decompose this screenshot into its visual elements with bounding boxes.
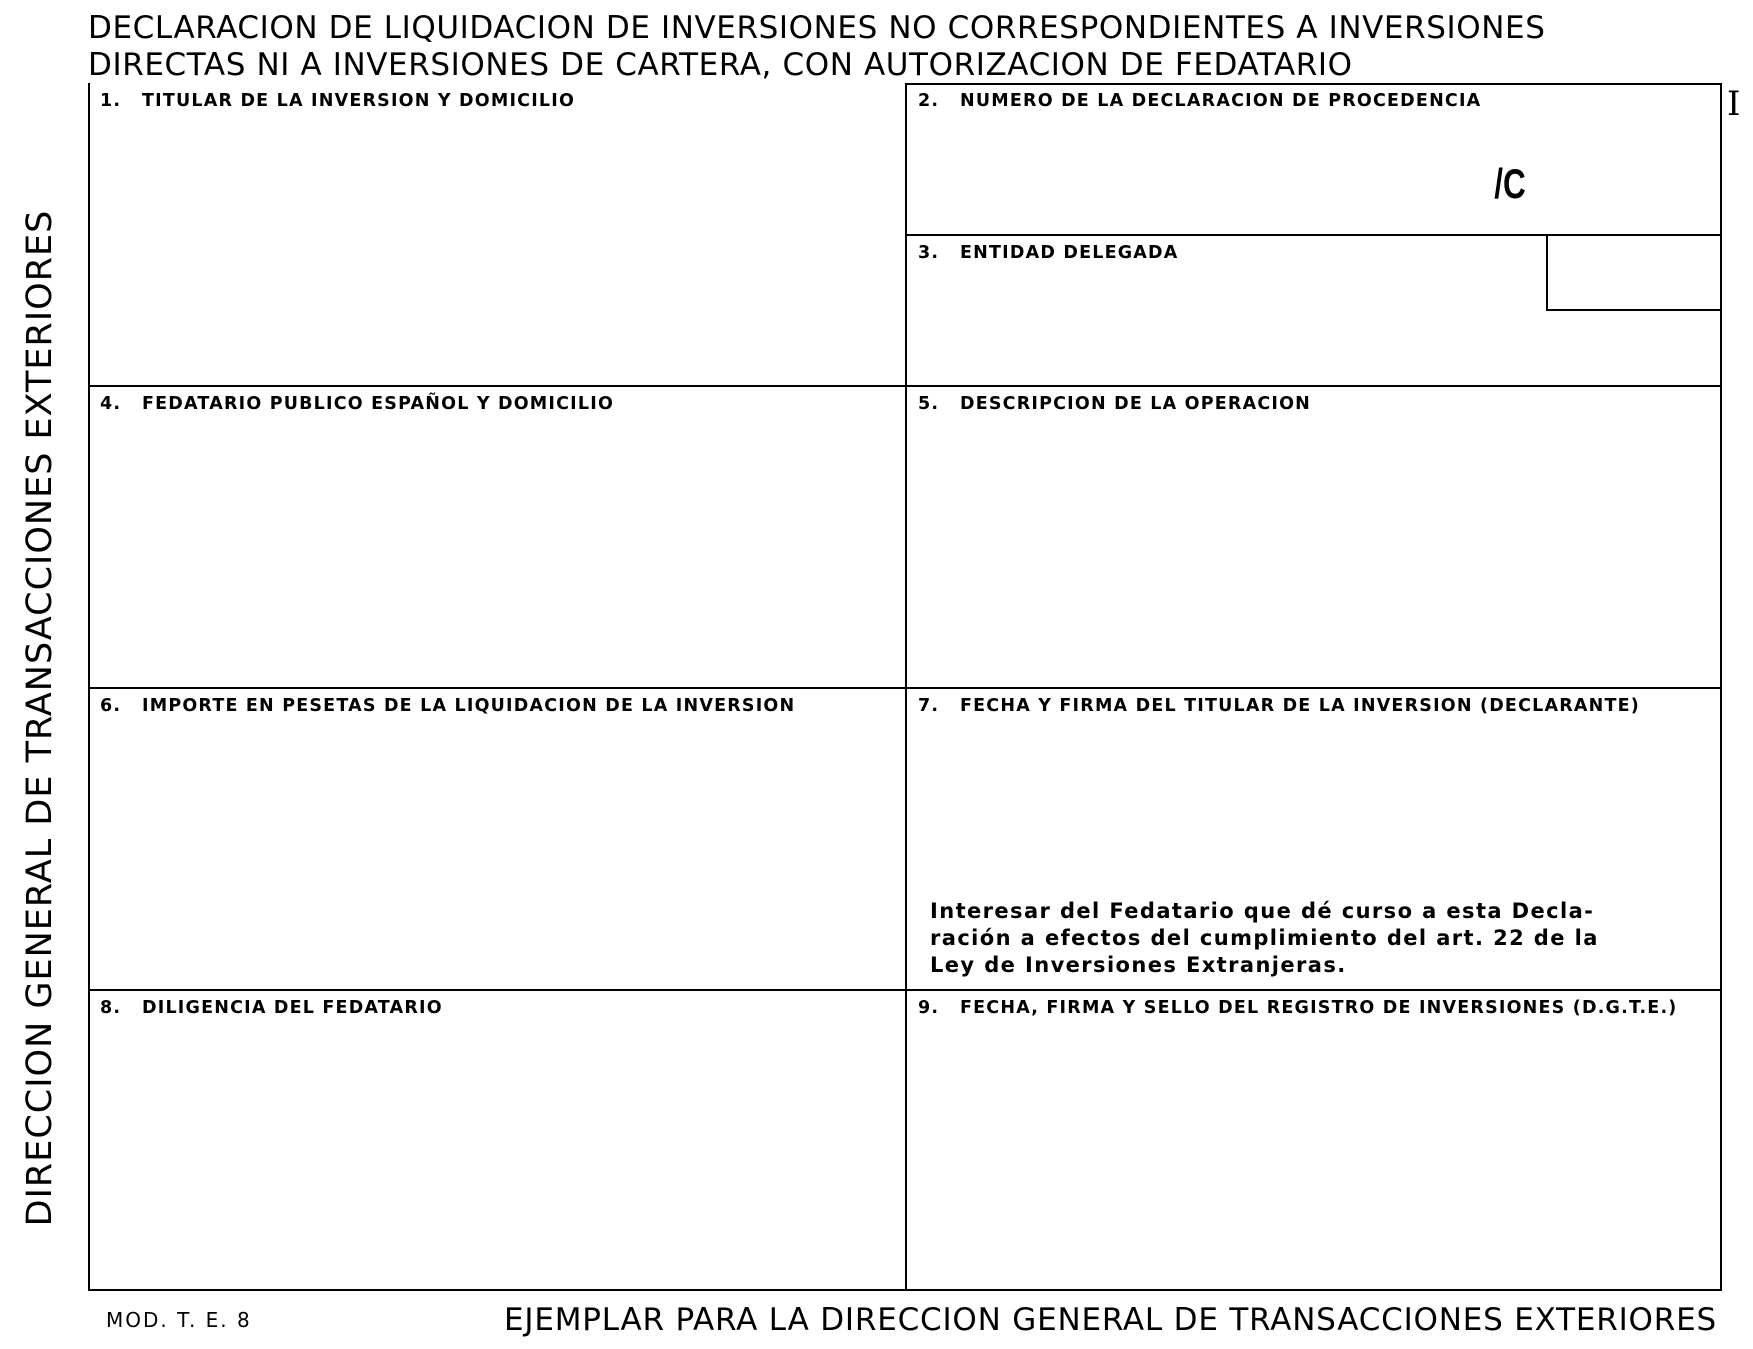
field-4-text: FEDATARIO PUBLICO ESPAÑOL Y DOMICILIO [142, 394, 615, 414]
fedatario-notice [930, 898, 1670, 979]
declaration-suffix: /C [1494, 160, 1526, 207]
field-4-label [100, 394, 614, 414]
field-6-number: 6. [100, 696, 122, 716]
field-1-titular[interactable] [88, 83, 906, 386]
field-5-descripcion[interactable] [906, 386, 1722, 688]
field-3-label [918, 243, 1179, 263]
field-8-number: 8. [100, 998, 122, 1018]
notice-line-2: ración a efectos del cumplimiento del art. 22 de la [930, 926, 1599, 950]
field-3-text: ENTIDAD DELEGADA [960, 243, 1179, 263]
side-label-text: DIRECCION GENERAL DE TRANSACCIONES EXTERIORES [20, 209, 60, 1227]
field-8-text: DILIGENCIA DEL FEDATARIO [142, 998, 443, 1018]
notice-line-3: Ley de Inversiones Extranjeras. [930, 953, 1347, 977]
field-9-number: 9. [918, 998, 940, 1018]
side-label [10, 193, 70, 1243]
field-2-number: 2. [918, 91, 940, 111]
form-code: MOD. T. E. 8 [106, 1308, 252, 1332]
field-7-label [918, 696, 1640, 716]
field-7-text: FECHA Y FIRMA DEL TITULAR DE LA INVERSION (DECLARANTE) [960, 696, 1640, 716]
form-title [88, 10, 1546, 84]
notice-line-1: Interesar del Fedatario que dé curso a esta Decla- [930, 899, 1595, 923]
field-2-numero-declaracion[interactable] [906, 83, 1722, 235]
field-6-text: IMPORTE EN PESETAS DE LA LIQUIDACION DE LA INVERSION [142, 696, 796, 716]
field-2-text: NUMERO DE LA DECLARACION DE PROCEDENCIA [960, 91, 1482, 111]
field-8-label [100, 998, 443, 1018]
field-9-text: FECHA, FIRMA Y SELLO DEL REGISTRO DE INVERSIONES (D.G.T.E.) [960, 998, 1678, 1018]
field-4-fedatario[interactable] [88, 386, 906, 688]
field-7-number: 7. [918, 696, 940, 716]
field-1-label [100, 91, 575, 111]
form-title-line-1: DECLARACION DE LIQUIDACION DE INVERSIONES NO CORRESPONDIENTES A INVERSIONES [88, 10, 1546, 46]
field-8-diligencia[interactable] [88, 990, 906, 1291]
field-9-label [918, 998, 1678, 1018]
field-3-number: 3. [918, 243, 940, 263]
entidad-code-box[interactable] [1546, 235, 1722, 311]
field-2-label [918, 91, 1481, 111]
field-5-text: DESCRIPCION DE LA OPERACION [960, 394, 1312, 414]
field-7-fecha-firma-titular[interactable] [906, 688, 1722, 990]
field-6-label [100, 696, 795, 716]
copy-label: EJEMPLAR PARA LA DIRECCION GENERAL DE TRANSACCIONES EXTERIORES [504, 1302, 1717, 1338]
field-1-number: 1. [100, 91, 122, 111]
field-5-number: 5. [918, 394, 940, 414]
form-title-line-2: DIRECTAS NI A INVERSIONES DE CARTERA, CON AUTORIZACION DE FEDATARIO [88, 47, 1353, 83]
field-3-entidad-delegada[interactable] [906, 235, 1722, 386]
field-1-text: TITULAR DE LA INVERSION Y DOMICILIO [142, 91, 576, 111]
page-mark: I [1727, 84, 1741, 124]
field-5-label [918, 394, 1311, 414]
field-4-number: 4. [100, 394, 122, 414]
field-6-importe[interactable] [88, 688, 906, 990]
field-9-registro[interactable] [906, 990, 1722, 1291]
form-grid [88, 83, 1722, 1291]
